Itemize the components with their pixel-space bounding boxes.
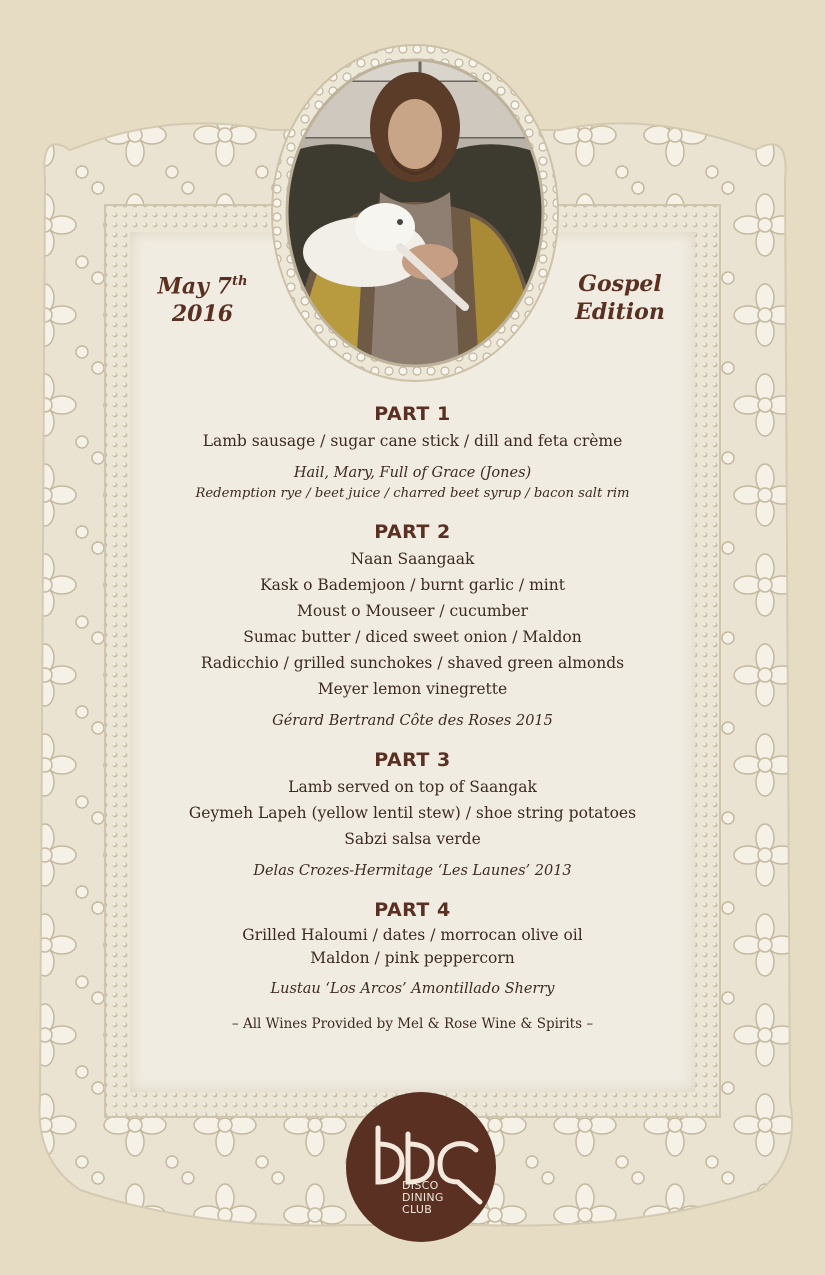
menu-part-2 [150,518,675,732]
menu-part-1 [150,400,675,504]
wine-pairing: Hail, Mary, Full of Grace (Jones) [293,465,532,481]
edition-line-2: Edition [575,299,665,325]
wine-pairing: Lustau ‘Los Arcos’ Amontillado Sherry [270,981,555,997]
dish: Sabzi salsa verde [344,830,481,848]
wine-pairing: Delas Crozes-Hermitage ‘Les Launes’ 2013 [253,863,572,879]
dish: Kask o Bademjoon / burnt garlic / mint [260,576,565,594]
disco-dining-club-logo [344,1090,498,1244]
dish: Grilled Haloumi / dates / morrocan olive oil [242,926,583,944]
edition-label [560,270,680,326]
date-month-day: May 7 [157,273,232,300]
logo-line-3: CLUB [402,1203,433,1216]
menu-content [150,400,675,1034]
dish: Naan Saangaak [350,550,475,568]
wine-pairing: Gérard Bertrand Côte des Roses 2015 [272,713,553,729]
dish: Sumac butter / diced sweet onion / Maldon [243,628,582,646]
menu-part-3 [150,746,675,882]
dish: Meyer lemon vinegrette [317,680,508,698]
part-title: PART 4 [374,899,451,921]
event-date [140,268,265,328]
part-title: PART 1 [374,403,451,425]
logo-text [402,1180,472,1216]
dish: Lamb sausage / sugar cane stick / dill and feta crème [202,432,623,450]
wine-provider-note: – All Wines Provided by Mel & Rose Wine & Spirits – [231,1016,594,1032]
logo-line-1: DISCO [402,1179,439,1192]
logo-line-2: DINING [402,1191,444,1204]
part-title: PART 3 [374,749,451,771]
dish: Lamb served on top of Saangak [288,778,537,796]
dish: Geymeh Lapeh (yellow lentil stew) / shoe string potatoes [188,804,637,822]
dish: Moust o Mouseer / cucumber [296,602,529,620]
menu-part-4 [150,896,675,1000]
edition-line-1: Gospel [578,271,662,297]
stained-glass-medallion [270,42,560,384]
wine-detail: Redemption rye / beet juice / charred beet syrup / bacon salt rim [195,486,630,501]
date-suffix: th [231,274,248,289]
dish: Maldon / pink peppercorn [310,949,515,967]
part-title: PART 2 [374,521,451,543]
date-year: 2016 [171,301,234,328]
dish: Radicchio / grilled sunchokes / shaved green almonds [200,654,625,672]
